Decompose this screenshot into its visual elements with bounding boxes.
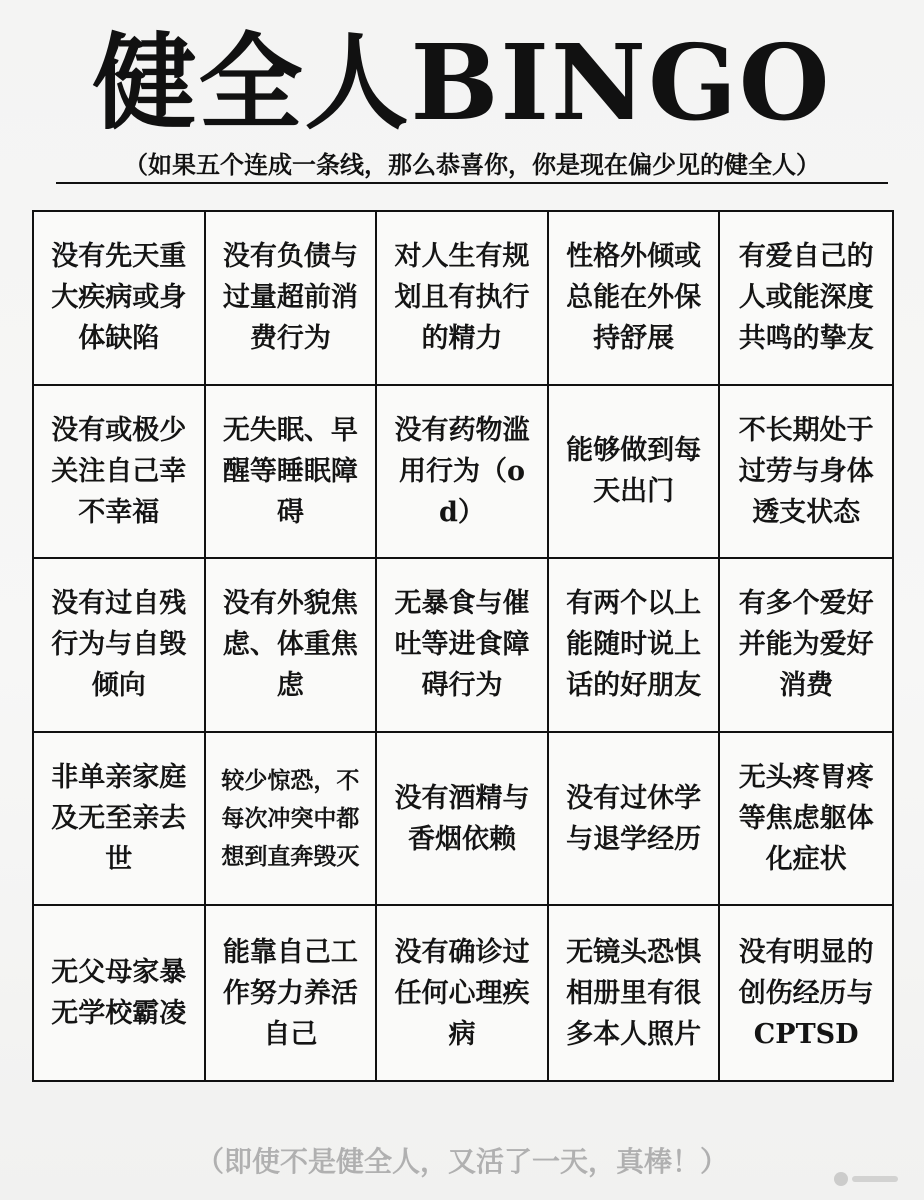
bingo-cell-4-4 bbox=[549, 733, 721, 907]
bingo-cell-text: 较少惊恐，不每次冲突中都想到直奔毁灭 bbox=[221, 766, 360, 870]
bingo-cell-text: 无镜头恐惧相册里有很多本人照片 bbox=[566, 936, 702, 1050]
bingo-cell-4-3 bbox=[377, 733, 549, 907]
bingo-cell-text: 没有外貌焦虑、体重焦虑 bbox=[222, 588, 358, 702]
watermark-dot-icon bbox=[834, 1172, 848, 1186]
watermark-bar-icon bbox=[852, 1176, 898, 1182]
bingo-cell-text: 没有确诊过任何心理疾病 bbox=[394, 936, 530, 1050]
bingo-cell-text: 没有过休学与退学经历 bbox=[566, 782, 702, 855]
bingo-cell-5-1 bbox=[34, 906, 206, 1080]
bingo-cell-3-5 bbox=[720, 559, 892, 733]
bingo-cell-text: 能够做到每天出门 bbox=[566, 435, 702, 508]
bingo-cell-1-1 bbox=[34, 212, 206, 386]
page-title: 健全人BINGO bbox=[92, 21, 832, 144]
bingo-cell-text: 能靠自己工作努力养活自己 bbox=[222, 936, 358, 1050]
bingo-cell-2-5 bbox=[720, 386, 892, 560]
weibo-watermark-icon bbox=[834, 1170, 904, 1188]
bingo-cell-3-1 bbox=[34, 559, 206, 733]
bingo-cell-text: 没有或极少关注自己幸不幸福 bbox=[51, 414, 187, 528]
bingo-cell-text: 有两个以上能随时说上话的好朋友 bbox=[566, 588, 702, 702]
bingo-cell-2-3 bbox=[377, 386, 549, 560]
bingo-cell-text: 无失眠、早醒等睡眠障碍 bbox=[222, 414, 358, 528]
subtitle: （如果五个连成一条线，那么恭喜你，你是现在偏少见的健全人） bbox=[124, 150, 820, 179]
bingo-cell-2-4 bbox=[549, 386, 721, 560]
bingo-cell-text: 非单亲家庭及无至亲去世 bbox=[51, 762, 187, 876]
bingo-cell-text: 没有先天重大疾病或身体缺陷 bbox=[51, 241, 187, 355]
bingo-cell-5-3 bbox=[377, 906, 549, 1080]
bingo-cell-text: 无头疼胃疼等焦虑躯体化症状 bbox=[738, 762, 874, 876]
footer-note: （即使不是健全人，又活了一天，真棒！） bbox=[195, 1145, 728, 1178]
bingo-cell-5-4 bbox=[549, 906, 721, 1080]
bingo-cell-text: 对人生有规划且有执行的精力 bbox=[394, 241, 530, 355]
bingo-cell-3-4 bbox=[549, 559, 721, 733]
bingo-cell-4-2 bbox=[206, 733, 378, 907]
bingo-cell-1-4 bbox=[549, 212, 721, 386]
bingo-cell-1-3 bbox=[377, 212, 549, 386]
bingo-cell-text: 无暴食与催吐等进食障碍行为 bbox=[394, 588, 530, 702]
bingo-cell-text: 没有酒精与香烟依赖 bbox=[394, 782, 530, 855]
bingo-cell-text: 没有药物滥用行为（od） bbox=[394, 414, 530, 528]
bingo-cell-text: 不长期处于过劳与身体透支状态 bbox=[738, 414, 874, 528]
bingo-cell-1-5 bbox=[720, 212, 892, 386]
bingo-cell-2-1 bbox=[34, 386, 206, 560]
bingo-cell-text: 有爱自己的人或能深度共鸣的挚友 bbox=[738, 241, 874, 355]
bingo-cell-3-2 bbox=[206, 559, 378, 733]
bingo-cell-4-1 bbox=[34, 733, 206, 907]
bingo-cell-3-3 bbox=[377, 559, 549, 733]
bingo-cell-text: 没有负债与过量超前消费行为 bbox=[222, 241, 358, 355]
bingo-cell-text: 没有过自残行为与自毁倾向 bbox=[51, 588, 187, 702]
bingo-cell-1-2 bbox=[206, 212, 378, 386]
bingo-cell-text: 没有明显的创伤经历与CPTSD bbox=[738, 936, 874, 1050]
bingo-cell-2-2 bbox=[206, 386, 378, 560]
subtitle-bar bbox=[56, 148, 888, 184]
bingo-cell-5-2 bbox=[206, 906, 378, 1080]
bingo-cell-text: 有多个爱好并能为爱好消费 bbox=[738, 588, 874, 702]
bingo-cell-4-5 bbox=[720, 733, 892, 907]
bingo-cell-text: 性格外倾或总能在外保持舒展 bbox=[566, 241, 702, 355]
bingo-cell-text: 无父母家暴无学校霸凌 bbox=[51, 957, 187, 1030]
bingo-cell-5-5 bbox=[720, 906, 892, 1080]
bingo-grid bbox=[32, 210, 894, 1082]
